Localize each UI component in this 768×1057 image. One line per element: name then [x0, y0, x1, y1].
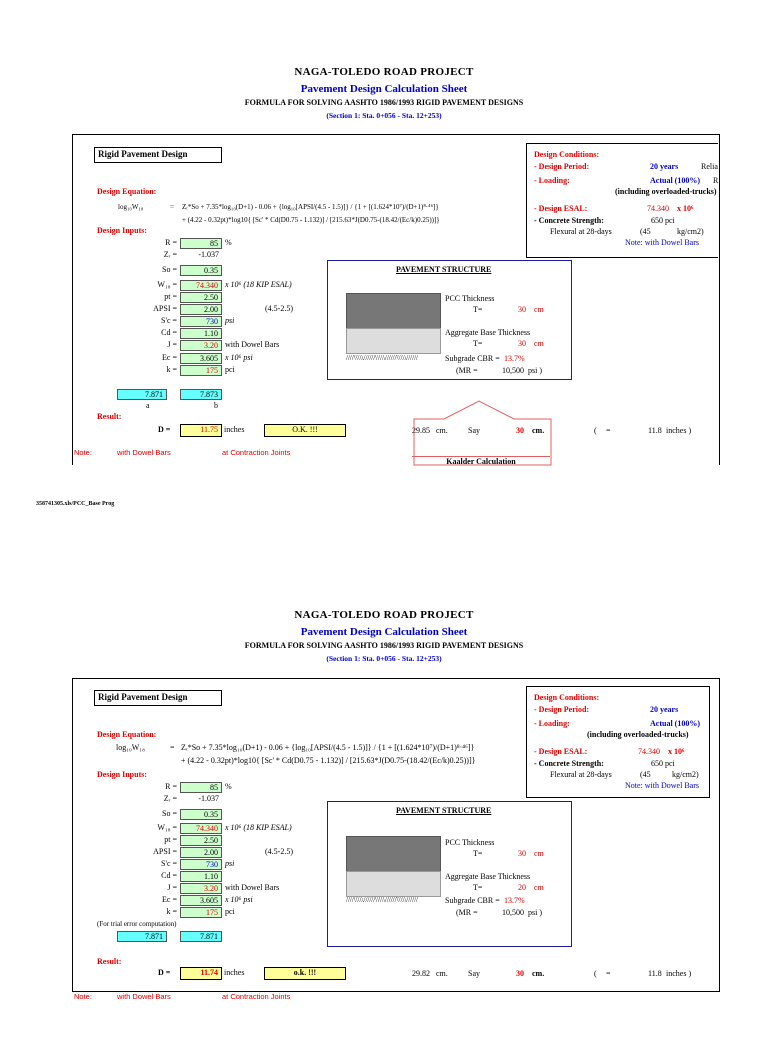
design-conditions-box-2: [526, 686, 710, 798]
rigid-pavement-design-box-2: Rigid Pavement Design: [94, 690, 222, 706]
loading-label: - Loading:: [534, 176, 570, 185]
note-text-2: at Contraction Joints: [222, 448, 291, 457]
input-unit-ec: x 10⁶ psi: [225, 353, 253, 362]
loading-value-2: Actual (100%): [650, 719, 700, 728]
result-label: Result:: [97, 412, 122, 421]
eq-line-2-2: + (4.22 - 0.32pt)*log10{ [Sc' * Cd(D0.75 - 1.132)] / [215.63*J(D0.75-(18.42/(Ec/k)0.25))]}: [181, 756, 476, 765]
formula-title: FORMULA FOR SOLVING AASHTO 1986/1993 RIGID PAVEMENT DESIGNS: [244, 98, 524, 107]
cbr-value-2: 13.7%: [504, 896, 525, 905]
input-label-sc: S'c =: [161, 316, 177, 325]
input-w18-2[interactable]: 74.340: [180, 823, 222, 834]
strength-value-2: 650 pci: [651, 759, 675, 768]
pcc-unit-2: cm: [534, 849, 544, 858]
eq-lhs: log₁₀W₁₈: [118, 203, 144, 211]
cbr-label: Subgrade CBR =: [445, 354, 500, 363]
input-label-k-2: k =: [166, 907, 177, 916]
note-text-2-2: at Contraction Joints: [222, 992, 291, 1001]
input-k[interactable]: 175: [180, 365, 222, 376]
d-label-2: D =: [158, 968, 171, 977]
pcc-layer: [346, 293, 441, 329]
cm-unit-2: cm.: [436, 969, 448, 978]
input-unit-j-2: with Dowel Bars: [225, 883, 280, 892]
input-unit-apsi-2: (4.5-2.5): [265, 847, 293, 856]
note-label-2: Note:: [74, 992, 92, 1001]
note-label: Note:: [74, 448, 92, 457]
input-label-zr-2: Zᵣ =: [163, 794, 177, 803]
conditions-title: Design Conditions:: [534, 150, 600, 159]
agg-unit: cm: [534, 339, 544, 348]
value-a-2: 7.871: [117, 931, 167, 942]
input-unit-sc-2: psi: [225, 859, 235, 868]
input-label-r: R =: [165, 238, 177, 247]
input-unit-w18-2: x 10⁶ (18 KIP ESAL): [225, 823, 292, 832]
subgrade-hatch-2: ////\\\\\//////\\\\\//////\\\\\//////: [346, 896, 418, 904]
eq-equals: =: [170, 203, 174, 211]
footer-filename: 358741305.xls/PCC_Base Prog: [36, 501, 115, 507]
input-sc[interactable]: 730: [180, 316, 222, 327]
flexural-unit: kg/cm2): [677, 227, 704, 236]
pcc-value-2: 30: [518, 849, 526, 858]
section-label: (Section 1: Sta. 0+056 - Sta. 12+253): [326, 111, 442, 120]
input-j-2[interactable]: 3.20: [180, 883, 222, 894]
ok-badge: O.K. !!!: [264, 424, 346, 437]
input-unit-k: pci: [225, 365, 235, 374]
esal-value-2: 74.340: [638, 747, 660, 756]
eq-lhs-2: log₁₀W₁₈: [116, 743, 145, 752]
input-pt[interactable]: 2.50: [180, 292, 222, 303]
cm-value-2: 29.82: [412, 969, 430, 978]
aggregate-layer: [346, 328, 441, 354]
esal-unit: x 10⁶: [677, 204, 694, 213]
conditions-overflow-2: R: [713, 176, 719, 185]
input-apsi[interactable]: 2.00: [180, 304, 222, 315]
inches-value-2: 11.8: [648, 969, 662, 978]
agg-t: T=: [473, 339, 483, 348]
mr-unit-2: psi ): [528, 908, 542, 917]
input-label-ec-2: Ec =: [162, 895, 177, 904]
flexural-value-2: (45: [640, 770, 651, 779]
input-label-pt-2: pt =: [164, 835, 177, 844]
input-unit-r: %: [225, 238, 232, 247]
input-unit-ec-2: x 10⁶ psi: [225, 895, 253, 904]
mr-unit: psi ): [528, 366, 542, 375]
agg-t-2: T=: [473, 883, 483, 892]
agg-label: Aggregate Base Thickness: [445, 328, 531, 337]
d-value-2: 11.74: [180, 967, 222, 980]
loading-label-2: - Loading:: [534, 719, 570, 728]
say-label-2: Say: [468, 969, 480, 978]
input-label-apsi: APSI =: [153, 304, 177, 313]
pcc-t: T=: [473, 305, 483, 314]
agg-value: 30: [518, 339, 526, 348]
flexural-label: Flexural at 28-days: [550, 227, 612, 236]
pcc-label-2: PCC Thickness: [445, 838, 495, 847]
say-value-2: 30: [516, 969, 524, 978]
aggregate-layer-2: [346, 871, 441, 897]
loading-note: (including overloaded-trucks): [615, 187, 717, 196]
conditions-title-2: Design Conditions:: [534, 693, 600, 702]
input-ec-2[interactable]: 3.605: [180, 895, 222, 906]
cm-value: 29.85: [412, 426, 430, 435]
input-so[interactable]: 0.35: [180, 265, 222, 276]
input-ec[interactable]: 3.605: [180, 353, 222, 364]
period-value: 20 years: [650, 162, 679, 171]
pcc-label: PCC Thickness: [445, 294, 495, 303]
agg-value-2: 20: [518, 883, 526, 892]
calc-title-2: Pavement Design Calculation Sheet: [300, 626, 468, 638]
input-label-j-2: J =: [167, 883, 177, 892]
input-label-j: J =: [167, 340, 177, 349]
paren-open-2: (: [594, 969, 597, 978]
pavement-structure-box: [327, 260, 572, 380]
calc-title: Pavement Design Calculation Sheet: [300, 83, 468, 95]
value-b-2: 7.871: [180, 931, 222, 942]
mr-value-2: 10,500: [502, 908, 524, 917]
input-label-apsi-2: APSI =: [153, 847, 177, 856]
inches-value: 11.8: [648, 426, 662, 435]
subgrade-hatch: ////\\\\\//////\\\\\//////\\\\\//////: [346, 354, 418, 362]
input-label-ec: Ec =: [162, 353, 177, 362]
flexural-unit-2: kg/cm2): [672, 770, 699, 779]
period-value-2: 20 years: [650, 705, 679, 714]
say-value: 30: [516, 426, 524, 435]
input-unit-sc: psi: [225, 316, 235, 325]
input-r-2[interactable]: 85: [180, 782, 222, 793]
input-apsi-2[interactable]: 2.00: [180, 847, 222, 858]
say-unit-2: cm.: [532, 969, 545, 978]
label-a: a: [146, 401, 150, 410]
loading-note-2: (including overloaded-trucks): [587, 730, 689, 739]
input-label-cd-2: Cd =: [161, 871, 177, 880]
inches-eq-2: =: [606, 969, 611, 978]
dowel-note-2: Note: with Dowel Bars: [625, 781, 699, 790]
input-label-w18-2: W₁₈ =: [157, 823, 177, 832]
input-cd-2[interactable]: 1.10: [180, 871, 222, 882]
strength-label: - Concrete Strength:: [534, 216, 604, 225]
value-b: 7.873: [180, 389, 222, 400]
inches-unit-2: inches ): [666, 969, 692, 978]
say-unit: cm.: [532, 426, 545, 435]
input-zr: -1.037: [180, 250, 222, 261]
pcc-layer-2: [346, 836, 441, 872]
input-w18[interactable]: 74.340: [180, 280, 222, 291]
value-a: 7.871: [117, 389, 167, 400]
period-label-2: - Design Period:: [534, 705, 590, 714]
esal-label-2: - Design ESAL:: [534, 747, 588, 756]
inches-unit: inches ): [666, 426, 692, 435]
design-inputs-label-2: Design Inputs:: [97, 770, 148, 779]
design-equation-label-2: Design Equation:: [97, 730, 157, 739]
d-unit-2: inches: [224, 968, 245, 977]
eq-line-1-2: Zᵣ*So + 7.35*log₁₀(D+1) - 0.06 + {log₁₀[APSI/(4.5 - 1.5)]} / {1 + [(1.624*10⁷)/(D+1)⁸·⁴⁶]}: [181, 743, 475, 752]
design-inputs-label: Design Inputs:: [97, 226, 148, 235]
eq-equals-2: =: [170, 743, 175, 752]
agg-label-2: Aggregate Base Thickness: [445, 872, 531, 881]
design-conditions-box: [526, 143, 718, 258]
strength-value: 650 pci: [651, 216, 675, 225]
input-r[interactable]: 85: [180, 238, 222, 249]
d-label: D =: [158, 425, 171, 434]
input-label-r-2: R =: [165, 782, 177, 791]
input-unit-j: with Dowel Bars: [225, 340, 280, 349]
pcc-unit: cm: [534, 305, 544, 314]
eq-line-1: Zᵣ*So + 7.35*log₁₀(D+1) - 0.06 + {log₁₀[APSI/(4.5 - 1.5)]} / {1 + [(1.624*10⁷)/(D+1)⁸·⁴⁶]}: [182, 203, 439, 211]
project-title-2: NAGA-TOLEDO ROAD PROJECT: [294, 609, 474, 621]
input-zr-2: -1.037: [180, 794, 222, 805]
input-label-cd: Cd =: [161, 328, 177, 337]
cbr-label-2: Subgrade CBR =: [445, 896, 500, 905]
esal-unit-2: x 10⁶: [668, 747, 685, 756]
label-b: b: [214, 401, 218, 410]
dowel-note: Note: with Dowel Bars: [625, 238, 699, 247]
agg-unit-2: cm: [534, 883, 544, 892]
esal-value: 74.340: [647, 204, 669, 213]
strength-label-2: - Concrete Strength:: [534, 759, 604, 768]
input-label-w18: W₁₈ =: [157, 280, 177, 289]
section-label-2: (Section 1: Sta. 0+056 - Sta. 12+253): [326, 654, 442, 663]
input-label-k: k =: [166, 365, 177, 374]
input-label-pt: pt =: [164, 292, 177, 301]
input-label-so: So =: [162, 265, 177, 274]
inches-eq: =: [606, 426, 611, 435]
ok-badge-2: o.k. !!!: [264, 967, 346, 980]
input-pt-2[interactable]: 2.50: [180, 835, 222, 846]
input-unit-r-2: %: [225, 782, 232, 791]
result-label-2: Result:: [97, 957, 122, 966]
input-unit-k-2: pci: [225, 907, 235, 916]
mr-label-2: (MR =: [456, 908, 478, 917]
callout-title: Kaalder Calculation: [412, 456, 550, 467]
pcc-t-2: T=: [473, 849, 483, 858]
calc-sheet-page-2: [0, 545, 768, 1057]
input-unit-apsi: (4.5-2.5): [265, 304, 293, 313]
input-label-zr: Zᵣ =: [163, 250, 177, 259]
note-text-1-2: with Dowel Bars: [117, 992, 171, 1001]
paren-open: (: [594, 426, 597, 435]
formula-title-2: FORMULA FOR SOLVING AASHTO 1986/1993 RIGID PAVEMENT DESIGNS: [244, 641, 524, 650]
structure-title: PAVEMENT STRUCTURE: [396, 265, 492, 274]
input-k-2[interactable]: 175: [180, 907, 222, 918]
loading-value: Actual (100%): [650, 176, 700, 185]
pavement-structure-box-2: [327, 801, 572, 947]
mr-value: 10,500: [502, 366, 524, 375]
eq-line-2: + (4.22 - 0.32pt)*log10{ [Sc' * Cd(D0.75 - 1.132)] / [215.63*J(D0.75-(18.42/(Ec/k)0.25))]}: [182, 216, 440, 224]
input-j[interactable]: 3.20: [180, 340, 222, 351]
project-title: NAGA-TOLEDO ROAD PROJECT: [294, 66, 474, 78]
cm-unit: cm.: [436, 426, 448, 435]
input-unit-w18: x 10⁶ (18 KIP ESAL): [225, 280, 292, 289]
rigid-pavement-design-box: Rigid Pavement Design: [94, 147, 222, 163]
note-text-1: with Dowel Bars: [117, 448, 171, 457]
calc-sheet-page-1: [0, 0, 768, 512]
input-cd[interactable]: 1.10: [180, 328, 222, 339]
input-so-2[interactable]: 0.35: [180, 809, 222, 820]
d-unit: inches: [224, 425, 245, 434]
flexural-value: (45: [640, 227, 651, 236]
period-label: - Design Period:: [534, 162, 590, 171]
d-value: 11.75: [180, 424, 222, 437]
mr-label: (MR =: [456, 366, 478, 375]
input-label-so-2: So =: [162, 809, 177, 818]
flexural-label-2: Flexural at 28-days: [550, 770, 612, 779]
esal-label: - Design ESAL:: [534, 204, 588, 213]
input-label-sc-2: S'c =: [161, 859, 177, 868]
trial-note: (For trial error computation): [97, 920, 177, 928]
conditions-overflow-1: Relia: [701, 162, 718, 171]
input-sc-2[interactable]: 730: [180, 859, 222, 870]
pcc-value: 30: [518, 305, 526, 314]
structure-title-2: PAVEMENT STRUCTURE: [396, 806, 492, 815]
cbr-value: 13.7%: [504, 354, 525, 363]
design-equation-label: Design Equation:: [97, 187, 157, 196]
say-label: Say: [468, 426, 480, 435]
